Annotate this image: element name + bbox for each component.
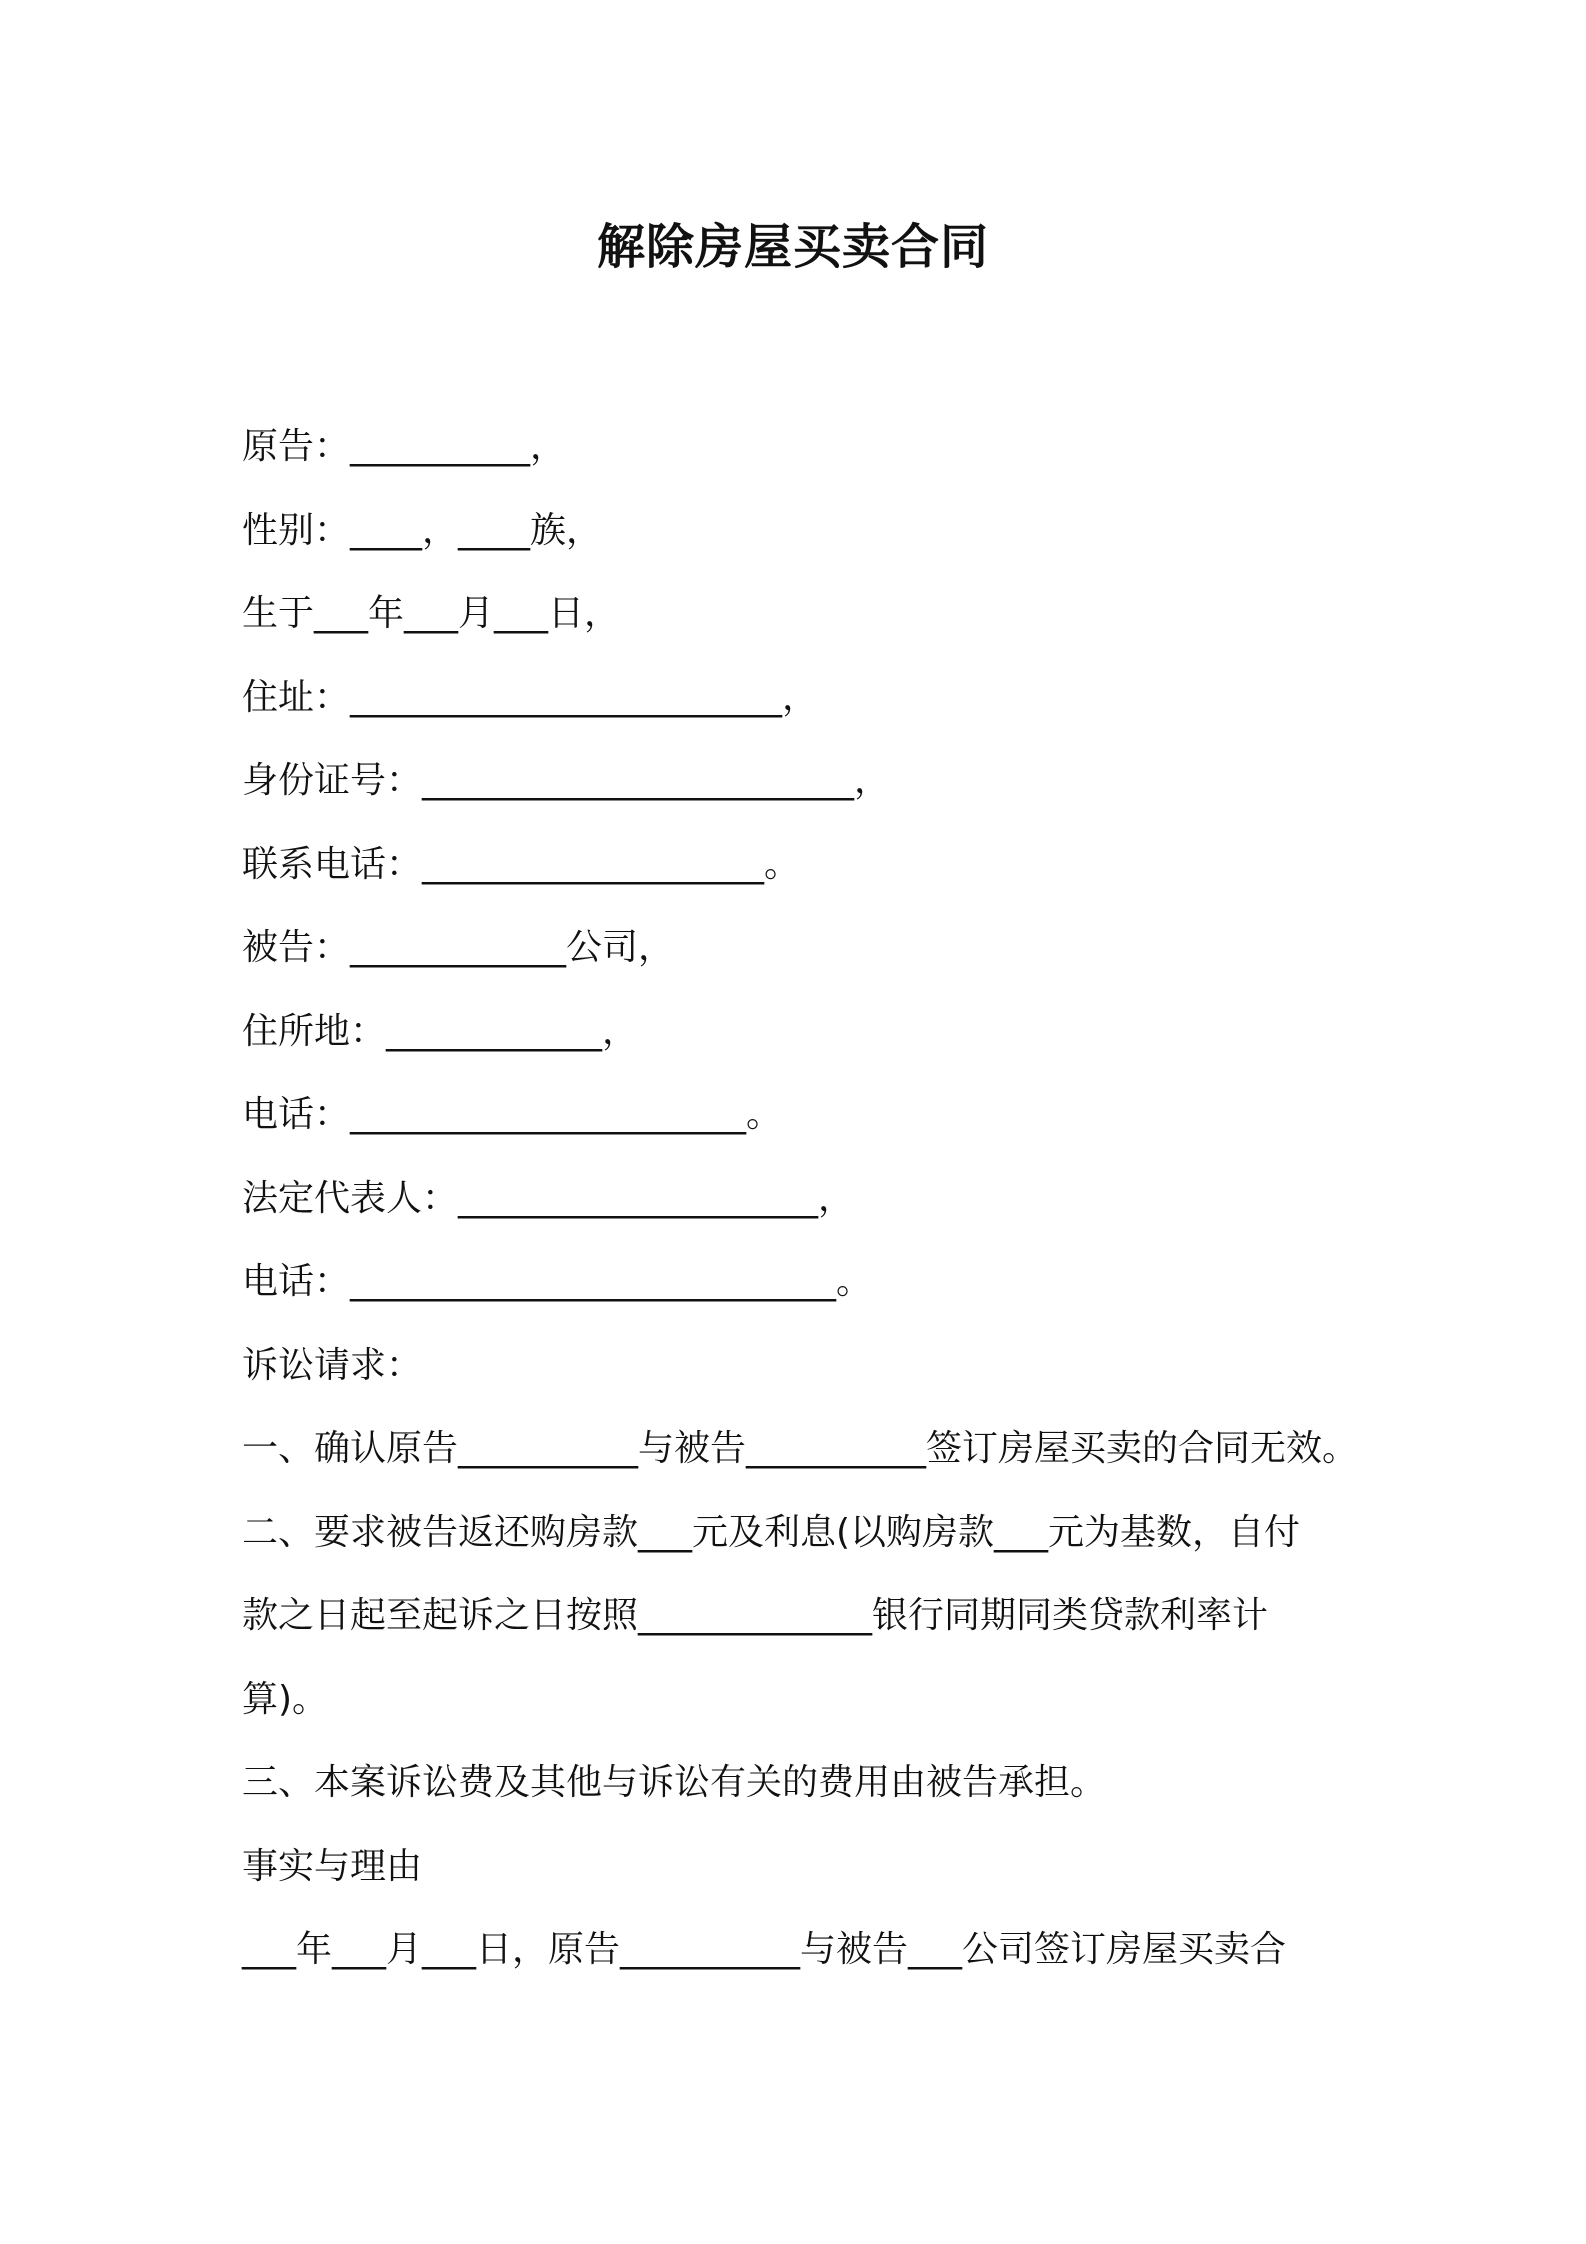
defendant-phone-line: 电话：______________________。 bbox=[242, 1094, 783, 1135]
birth-date-line: 生于___年___月___日， bbox=[242, 593, 621, 634]
claim-two-part-3: 算)。 bbox=[242, 1678, 329, 1720]
domicile-line: 住所地：____________， bbox=[242, 1010, 639, 1052]
id-number-line: 身份证号：________________________， bbox=[242, 760, 891, 801]
claim-two-part-1: 二、要求被告返还购房款___元及利息(以购房款___元为基数，自付 bbox=[242, 1511, 1301, 1553]
facts-reasons-heading: 事实与理由 bbox=[242, 1845, 423, 1887]
address-line: 住址：________________________， bbox=[242, 676, 819, 718]
claim-three: 三、本案诉讼费及其他与诉讼有关的费用由被告承担。 bbox=[242, 1762, 1107, 1803]
document-title: 解除房屋买卖合同 bbox=[596, 219, 989, 275]
claims-heading: 诉讼请求： bbox=[242, 1344, 423, 1386]
facts-paragraph-start: ___年___月___日，原告__________与被告___公司签订房屋买卖合 bbox=[242, 1929, 1287, 1970]
representative-phone-line: 电话：___________________________。 bbox=[242, 1261, 873, 1302]
legal-representative-line: 法定代表人：____________________， bbox=[242, 1177, 855, 1219]
document-body bbox=[242, 405, 1392, 1992]
claim-one: 一、确认原告__________与被告__________签订房屋买卖的合同无效。 bbox=[242, 1428, 1359, 1469]
defendant-line: 被告：____________公司， bbox=[242, 927, 675, 968]
claim-two-part-2: 款之日起至起诉之日按照_____________银行同期同类贷款利率计 bbox=[242, 1595, 1269, 1636]
gender-ethnicity-line: 性别：____，____族， bbox=[242, 509, 603, 551]
contact-phone-line: 联系电话：___________________。 bbox=[242, 843, 801, 885]
plaintiff-line: 原告：__________， bbox=[242, 426, 567, 467]
